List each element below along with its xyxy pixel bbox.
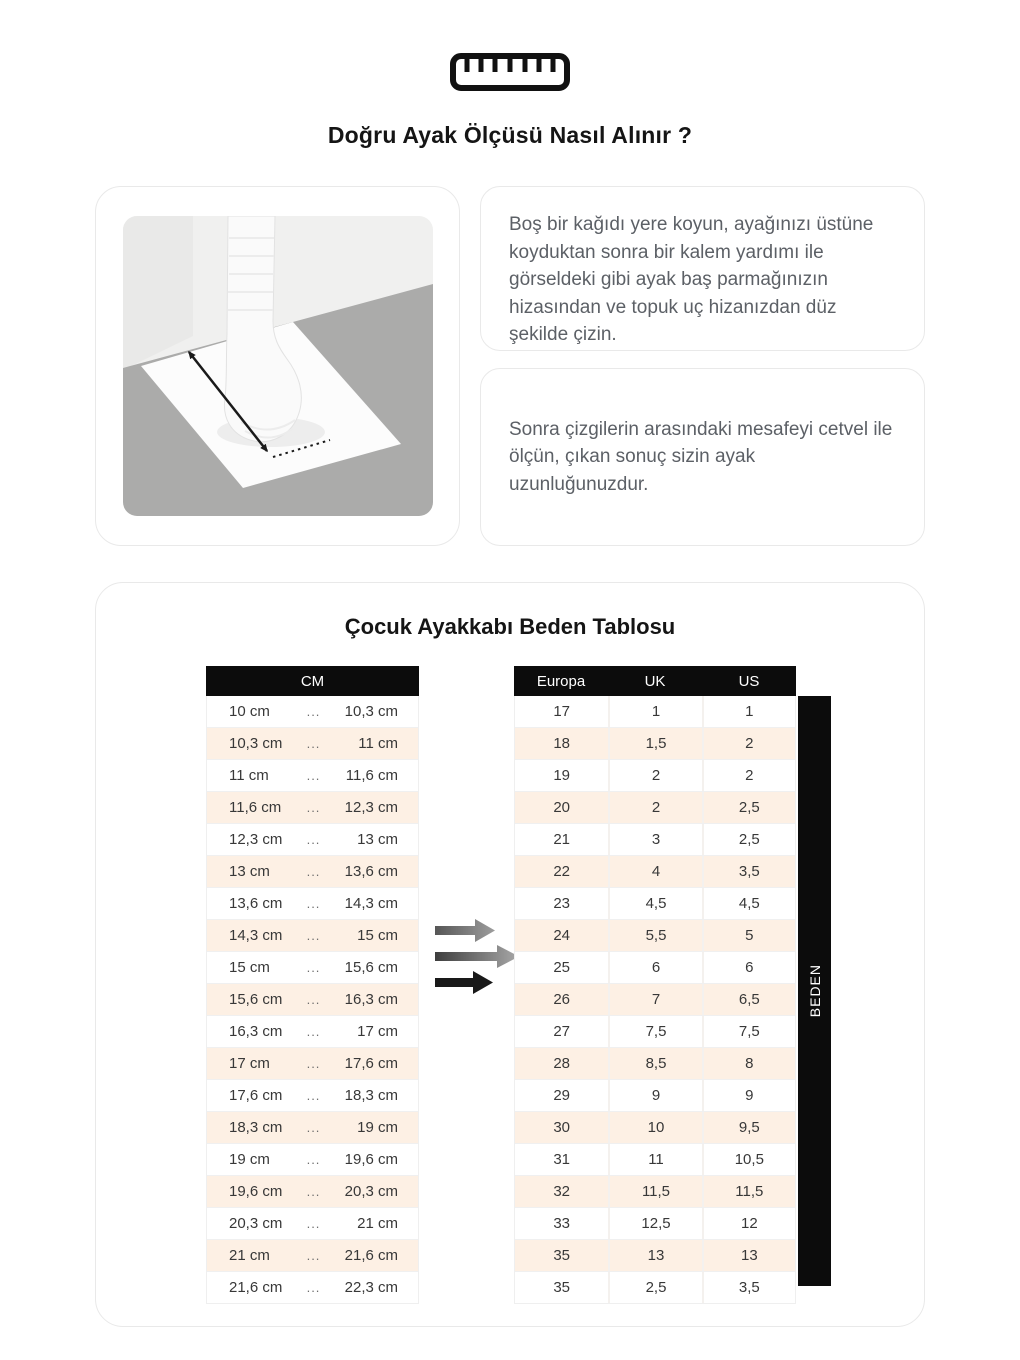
size-table-row (515, 1080, 795, 1112)
cm-table-row (207, 1176, 418, 1208)
size-cell: 2,5 (702, 824, 795, 855)
cm-from: 19,6 cm (229, 1183, 283, 1200)
size-cell: 2 (608, 760, 701, 791)
size-table-header-europa: Europa (536, 672, 586, 690)
size-cell: 3,5 (702, 856, 795, 887)
cm-table-row (207, 920, 418, 952)
size-table-header-uk: UK (644, 672, 666, 690)
size-table-body (514, 696, 796, 1304)
cm-from: 21,6 cm (229, 1279, 283, 1296)
size-cell: 21 (553, 831, 570, 848)
range-separator: ... (306, 896, 321, 911)
cm-from: 13 cm (229, 863, 270, 880)
instruction-step-2-text: Sonra çizgilerin arasındaki mesafeyi cetvel ile ölçün, çıkan sonuç sizin ayak uzunluğunuzdur. (509, 418, 893, 495)
size-cell: 6 (608, 952, 701, 983)
size-cell: 10 (608, 1112, 701, 1143)
range-separator: ... (306, 704, 321, 719)
cm-to: 21 cm (357, 1215, 398, 1232)
cm-table-header-label: CM (300, 672, 325, 690)
size-cell: 18 (553, 735, 570, 752)
size-cell: 28 (553, 1055, 570, 1072)
size-cell: 1,5 (608, 728, 701, 759)
range-separator: ... (306, 864, 321, 879)
beden-side-bar (798, 696, 831, 1286)
page-title: Doğru Ayak Ölçüsü Nasıl Alınır ? (327, 122, 693, 148)
cm-table-row (207, 1016, 418, 1048)
range-separator: ... (306, 768, 321, 783)
size-cell: 11,5 (702, 1176, 795, 1207)
size-cell: 25 (553, 959, 570, 976)
cm-to: 19,6 cm (344, 1151, 398, 1168)
cm-to: 20,3 cm (344, 1183, 398, 1200)
size-table-row (515, 760, 795, 792)
cm-table-row (207, 952, 418, 984)
cm-table-row (207, 1144, 418, 1176)
size-cell: 22 (553, 863, 570, 880)
cm-table-row (207, 984, 418, 1016)
cm-from: 16,3 cm (229, 1023, 283, 1040)
range-separator: ... (306, 1024, 321, 1039)
size-cell: 35 (553, 1247, 570, 1264)
size-cell: 24 (553, 927, 570, 944)
cm-from: 10,3 cm (229, 735, 283, 752)
size-cell: 23 (553, 895, 570, 912)
size-table-header-us: US (738, 672, 760, 690)
cm-to: 16,3 cm (344, 991, 398, 1008)
size-table-row (515, 1176, 795, 1208)
cm-from: 12,3 cm (229, 831, 283, 848)
size-cell: 5 (702, 920, 795, 951)
size-table-row (515, 824, 795, 856)
range-separator: ... (306, 736, 321, 751)
cm-table-row (207, 1048, 418, 1080)
size-cell: 8 (702, 1048, 795, 1079)
cm-to: 17,6 cm (344, 1055, 398, 1072)
transfer-arrows-icon (433, 916, 523, 996)
cm-from: 18,3 cm (229, 1119, 283, 1136)
range-separator: ... (306, 1280, 321, 1295)
cm-to: 12,3 cm (344, 799, 398, 816)
size-table-row (515, 1016, 795, 1048)
cm-table-row (207, 1240, 418, 1272)
cm-from: 20,3 cm (229, 1215, 283, 1232)
ruler-icon-wrap (0, 0, 1020, 92)
size-cell: 5,5 (608, 920, 701, 951)
size-cell: 35 (553, 1279, 570, 1296)
size-cell: 9 (702, 1080, 795, 1111)
size-table-header (514, 666, 796, 696)
size-table-row (515, 696, 795, 728)
range-separator: ... (306, 1216, 321, 1231)
size-cell: 7,5 (608, 1016, 701, 1047)
size-cell: 26 (553, 991, 570, 1008)
size-table-row (515, 1112, 795, 1144)
size-cell: 2,5 (608, 1272, 701, 1303)
cm-table-row (207, 856, 418, 888)
range-separator: ... (306, 1184, 321, 1199)
instruction-text-column (480, 186, 925, 546)
cm-table-row (207, 760, 418, 792)
size-cell: 4 (608, 856, 701, 887)
range-separator: ... (306, 1056, 321, 1071)
cm-to: 10,3 cm (344, 703, 398, 720)
size-cell: 3 (608, 824, 701, 855)
cm-from: 13,6 cm (229, 895, 283, 912)
size-table-row (515, 984, 795, 1016)
cm-from: 17,6 cm (229, 1087, 283, 1104)
cm-from: 19 cm (229, 1151, 270, 1168)
size-table-row (515, 1048, 795, 1080)
instructions-section (0, 186, 1020, 546)
size-cell: 12,5 (608, 1208, 701, 1239)
size-table-row (515, 792, 795, 824)
range-separator: ... (306, 1152, 321, 1167)
cm-to: 21,6 cm (344, 1247, 398, 1264)
size-cell: 4,5 (608, 888, 701, 919)
cm-table-row (207, 696, 418, 728)
foot-measurement-image (123, 216, 433, 516)
cm-to: 19 cm (357, 1119, 398, 1136)
instruction-step-2 (480, 368, 925, 546)
size-table-row (515, 952, 795, 984)
cm-from: 21 cm (229, 1247, 270, 1264)
size-cell: 29 (553, 1087, 570, 1104)
foot-measurement-image-card (95, 186, 460, 546)
cm-table-row (207, 728, 418, 760)
size-cell: 7 (608, 984, 701, 1015)
size-cell: 31 (553, 1151, 570, 1168)
size-cell: 33 (553, 1215, 570, 1232)
size-cell: 2,5 (702, 792, 795, 823)
size-cell: 6 (702, 952, 795, 983)
range-separator: ... (306, 1120, 321, 1135)
size-cell: 6,5 (702, 984, 795, 1015)
cm-table-row (207, 1272, 418, 1303)
ruler-icon (449, 52, 571, 92)
cm-to: 13,6 cm (344, 863, 398, 880)
beden-side-label: BEDEN (806, 964, 823, 1018)
size-cell: 4,5 (702, 888, 795, 919)
cm-table-row (207, 1112, 418, 1144)
instruction-step-1-text: Boş bir kağıdı yere koyun, ayağınızı üstüne koyduktan sonra bir kalem yardımı ile görseldeki gibi ayak baş parmağınızın hizasından ve topuk uç hizanızdan düz şekilde çizin. (509, 214, 874, 346)
cm-table-row (207, 1080, 418, 1112)
range-separator: ... (306, 1248, 321, 1263)
size-cell: 9,5 (702, 1112, 795, 1143)
size-cell: 2 (702, 760, 795, 791)
size-cell: 2 (702, 728, 795, 759)
cm-from: 14,3 cm (229, 927, 283, 944)
size-cell: 1 (702, 696, 795, 727)
size-chart-card (95, 582, 925, 1327)
size-table-row (515, 1272, 795, 1303)
range-separator: ... (306, 1088, 321, 1103)
cm-from: 17 cm (229, 1055, 270, 1072)
cm-to: 17 cm (357, 1023, 398, 1040)
size-cell: 13 (702, 1240, 795, 1271)
cm-to: 22,3 cm (344, 1279, 398, 1296)
cm-table-row (207, 792, 418, 824)
cm-from: 11 cm (229, 767, 269, 784)
range-separator: ... (306, 800, 321, 815)
size-table-row (515, 888, 795, 920)
size-table-row (515, 856, 795, 888)
size-table-row (515, 1208, 795, 1240)
size-cell: 1 (608, 696, 701, 727)
cm-table-row (207, 1208, 418, 1240)
size-cell: 10,5 (702, 1144, 795, 1175)
cm-table-header (206, 666, 419, 696)
size-cell: 11,5 (608, 1176, 701, 1207)
range-separator: ... (306, 832, 321, 847)
size-chart-title: Çocuk Ayakkabı Beden Tablosu (344, 614, 676, 639)
size-cell: 20 (553, 799, 570, 816)
size-cell: 27 (553, 1023, 570, 1040)
cm-to: 13 cm (357, 831, 398, 848)
cm-to: 15 cm (357, 927, 398, 944)
cm-to: 14,3 cm (344, 895, 398, 912)
size-table-row (515, 1144, 795, 1176)
size-cell: 7,5 (702, 1016, 795, 1047)
size-cell: 13 (608, 1240, 701, 1271)
range-separator: ... (306, 928, 321, 943)
size-table-row (515, 728, 795, 760)
cm-from: 10 cm (229, 703, 270, 720)
cm-from: 15,6 cm (229, 991, 283, 1008)
cm-to: 15,6 cm (344, 959, 398, 976)
size-cell: 32 (553, 1183, 570, 1200)
size-cell: 17 (553, 703, 570, 720)
cm-to: 11,6 cm (345, 767, 398, 784)
cm-table-row (207, 888, 418, 920)
cm-to: 11 cm (358, 735, 398, 752)
size-cell: 30 (553, 1119, 570, 1136)
size-cell: 8,5 (608, 1048, 701, 1079)
cm-from: 11,6 cm (229, 799, 282, 816)
range-separator: ... (306, 992, 321, 1007)
size-cell: 19 (553, 767, 570, 784)
size-cell: 9 (608, 1080, 701, 1111)
instruction-step-1 (480, 186, 925, 351)
cm-table-body (206, 696, 419, 1304)
range-separator: ... (306, 960, 321, 975)
size-cell: 12 (702, 1208, 795, 1239)
cm-from: 15 cm (229, 959, 270, 976)
size-cell: 11 (608, 1144, 701, 1175)
cm-to: 18,3 cm (344, 1087, 398, 1104)
cm-table-row (207, 824, 418, 856)
size-cell: 2 (608, 792, 701, 823)
size-table-row (515, 920, 795, 952)
size-cell: 3,5 (702, 1272, 795, 1303)
size-table-row (515, 1240, 795, 1272)
